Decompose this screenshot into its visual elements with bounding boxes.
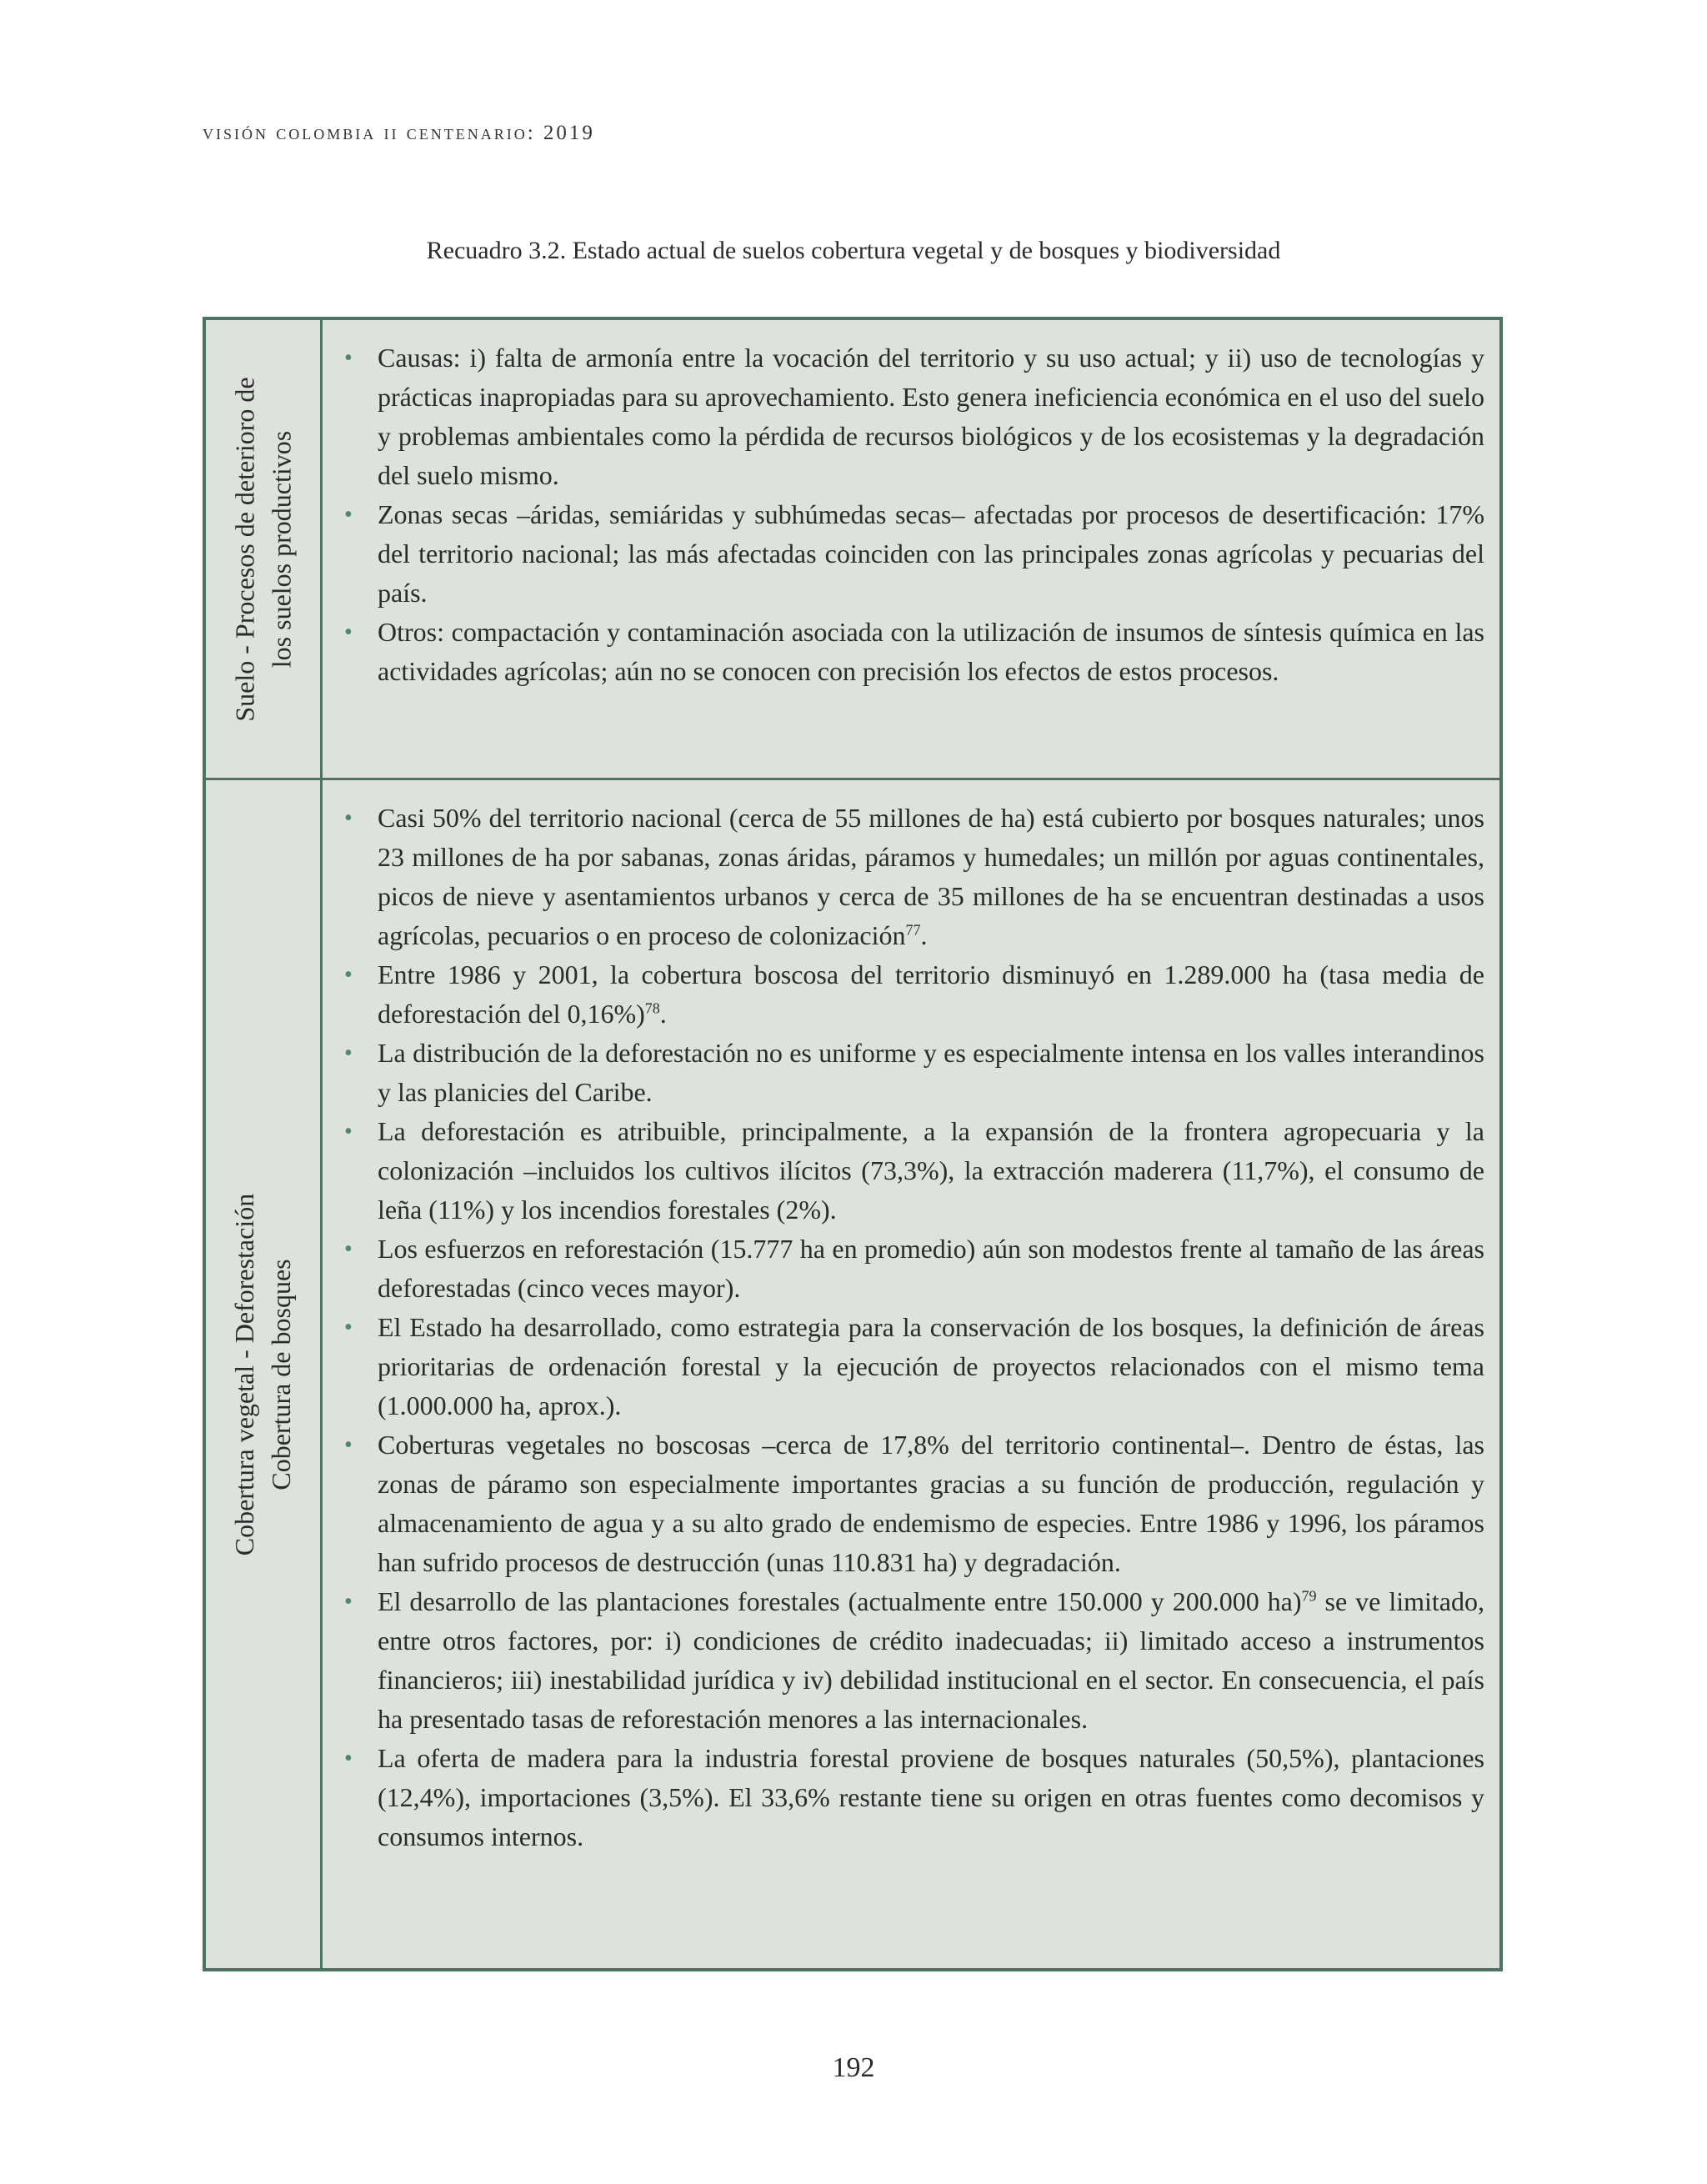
- list-item-text: Coberturas vegetales no boscosas –cerca de 17,8% del territorio continental–. Dentro de éstas, las zonas de páramo son especialmente importantes gracias a su función de producción, regulación y almacenamiento de agua y a su alto grado de endemismo de especies. Entre 1986 y 1996, los páramos han sufrido procesos de destrucción (unas 110.831 ha) y degradación.: [378, 1430, 1484, 1577]
- row-label-line: Cobertura vegetal - Deforestación: [229, 1193, 260, 1555]
- table-row: [206, 320, 1499, 780]
- list-item-text: La deforestación es atribuible, principalmente, a la expansión de la frontera agropecuaria y la colonización –incluidos los cultivos ilícitos (73,3%), la extracción maderera (11,7%), el consumo de leña (11%) y los incendios forestales (2%).: [378, 1116, 1484, 1225]
- list-item: [339, 1739, 1484, 1856]
- list-item-text: Casi 50% del territorio nacional (cerca de 55 millones de ha) está cubierto por bosques naturales; unos 23 millones de ha por sabanas, zonas áridas, páramos y humedales; un millón por aguas continentales, picos de nieve y asentamientos urbanos y cerca de 35 millones de ha se encuentran destinadas a usos agrícolas, pecuarios o en proceso de colonización: [378, 803, 1484, 950]
- bullet-icon: •: [344, 1589, 353, 1615]
- bullet-icon: •: [344, 805, 353, 831]
- bullet-icon: •: [344, 345, 353, 371]
- row-label-cell: [206, 780, 323, 1968]
- row-label-line: los suelos productivos: [266, 430, 297, 668]
- bullet-list: [339, 338, 1484, 691]
- bullet-icon: •: [344, 1119, 353, 1145]
- list-item-text: La oferta de madera para la industria forestal proviene de bosques naturales (50,5%), plantaciones (12,4%), importaciones (3,5%). El 33,6% restante tiene su origen en otras fuentes como decomisos y consumos internos.: [378, 1743, 1484, 1851]
- list-item: [339, 1425, 1484, 1582]
- list-item: [339, 495, 1484, 613]
- row-label-line: Cobertura de bosques: [266, 1258, 297, 1490]
- list-item: [339, 1112, 1484, 1230]
- row-content-cell: [323, 780, 1499, 1968]
- running-header: visión colombia ii centenario: 2019: [203, 122, 595, 144]
- footnote-marker: 79: [1301, 1587, 1317, 1605]
- list-item-text-tail: se ve limitado, entre otros factores, por: i) condiciones de crédito inadecuadas; ii) limitado acceso a instrumentos financieros; iii) inestabilidad jurídica y iv) debilidad institucional en el sector. En consecuencia, el país ha presentado tasas de reforestación menores a las internacionales.: [378, 1586, 1485, 1734]
- list-item-text-tail: .: [659, 999, 667, 1029]
- list-item-text: Entre 1986 y 2001, la cobertura boscosa del territorio disminuyó en 1.289.000 ha (tasa media de deforestación del 0,16%): [378, 959, 1484, 1029]
- row-label: [227, 377, 300, 721]
- list-item: [339, 1034, 1484, 1112]
- row-label: [227, 1193, 300, 1555]
- list-item: [339, 955, 1484, 1034]
- footnote-marker: 78: [644, 999, 660, 1017]
- bullet-icon: •: [344, 1432, 353, 1458]
- bullet-icon: •: [344, 502, 353, 528]
- bullet-list: [339, 799, 1484, 1856]
- page-number: 192: [832, 2052, 875, 2083]
- info-box-table: [203, 317, 1503, 1971]
- table-row: [206, 780, 1499, 1968]
- row-content-cell: [323, 320, 1499, 778]
- list-item-text-tail: .: [920, 920, 928, 950]
- box-caption: Recuadro 3.2. Estado actual de suelos cobertura vegetal y de bosques y biodiversidad: [426, 237, 1281, 264]
- list-item-text: La distribución de la deforestación no es uniforme y es especialmente intensa en los valles interandinos y las planicies del Caribe.: [378, 1038, 1484, 1107]
- list-item: [339, 1308, 1484, 1425]
- row-label-cell: [206, 320, 323, 778]
- bullet-icon: •: [344, 1236, 353, 1262]
- bullet-icon: •: [344, 1040, 353, 1066]
- list-item: [339, 338, 1484, 495]
- row-label-line: Suelo - Procesos de deterioro de: [229, 376, 260, 722]
- footnote-marker: 77: [905, 921, 921, 939]
- list-item: [339, 613, 1484, 691]
- list-item-text: El Estado ha desarrollado, como estrategia para la conservación de los bosques, la definición de áreas prioritarias de ordenación forestal y la ejecución de proyectos relacionados con el mismo tema (1.000.000 ha, aprox.).: [378, 1312, 1484, 1420]
- list-item-text: Causas: i) falta de armonía entre la vocación del territorio y su uso actual; y ii) uso de tecnologías y prácticas inapropiadas para su aprovechamiento. Esto genera ineficiencia económica en el uso del suelo y problemas ambientales como la pérdida de recursos biológicos y de los ecosistemas y la degradación del suelo mismo.: [378, 343, 1484, 490]
- bullet-icon: •: [344, 1315, 353, 1340]
- bullet-icon: •: [344, 962, 353, 988]
- list-item-text: Zonas secas –áridas, semiáridas y subhúmedas secas– afectadas por procesos de desertificación: 17% del territorio nacional; las más afectadas coinciden con las principales zonas agrícolas y pecuarias del país.: [378, 499, 1484, 608]
- list-item: [339, 1582, 1484, 1739]
- list-item: [339, 1230, 1484, 1308]
- bullet-icon: •: [344, 1746, 353, 1771]
- list-item-text: El desarrollo de las plantaciones forestales (actualmente entre 150.000 y 200.000 ha): [378, 1586, 1302, 1616]
- list-item-text: Otros: compactación y contaminación asociada con la utilización de insumos de síntesis química en las actividades agrícolas; aún no se conocen con precisión los efectos de estos procesos.: [378, 617, 1484, 686]
- list-item: [339, 799, 1484, 955]
- list-item-text: Los esfuerzos en reforestación (15.777 ha en promedio) aún son modestos frente al tamaño de las áreas deforestadas (cinco veces mayor).: [378, 1234, 1484, 1303]
- bullet-icon: •: [344, 619, 353, 645]
